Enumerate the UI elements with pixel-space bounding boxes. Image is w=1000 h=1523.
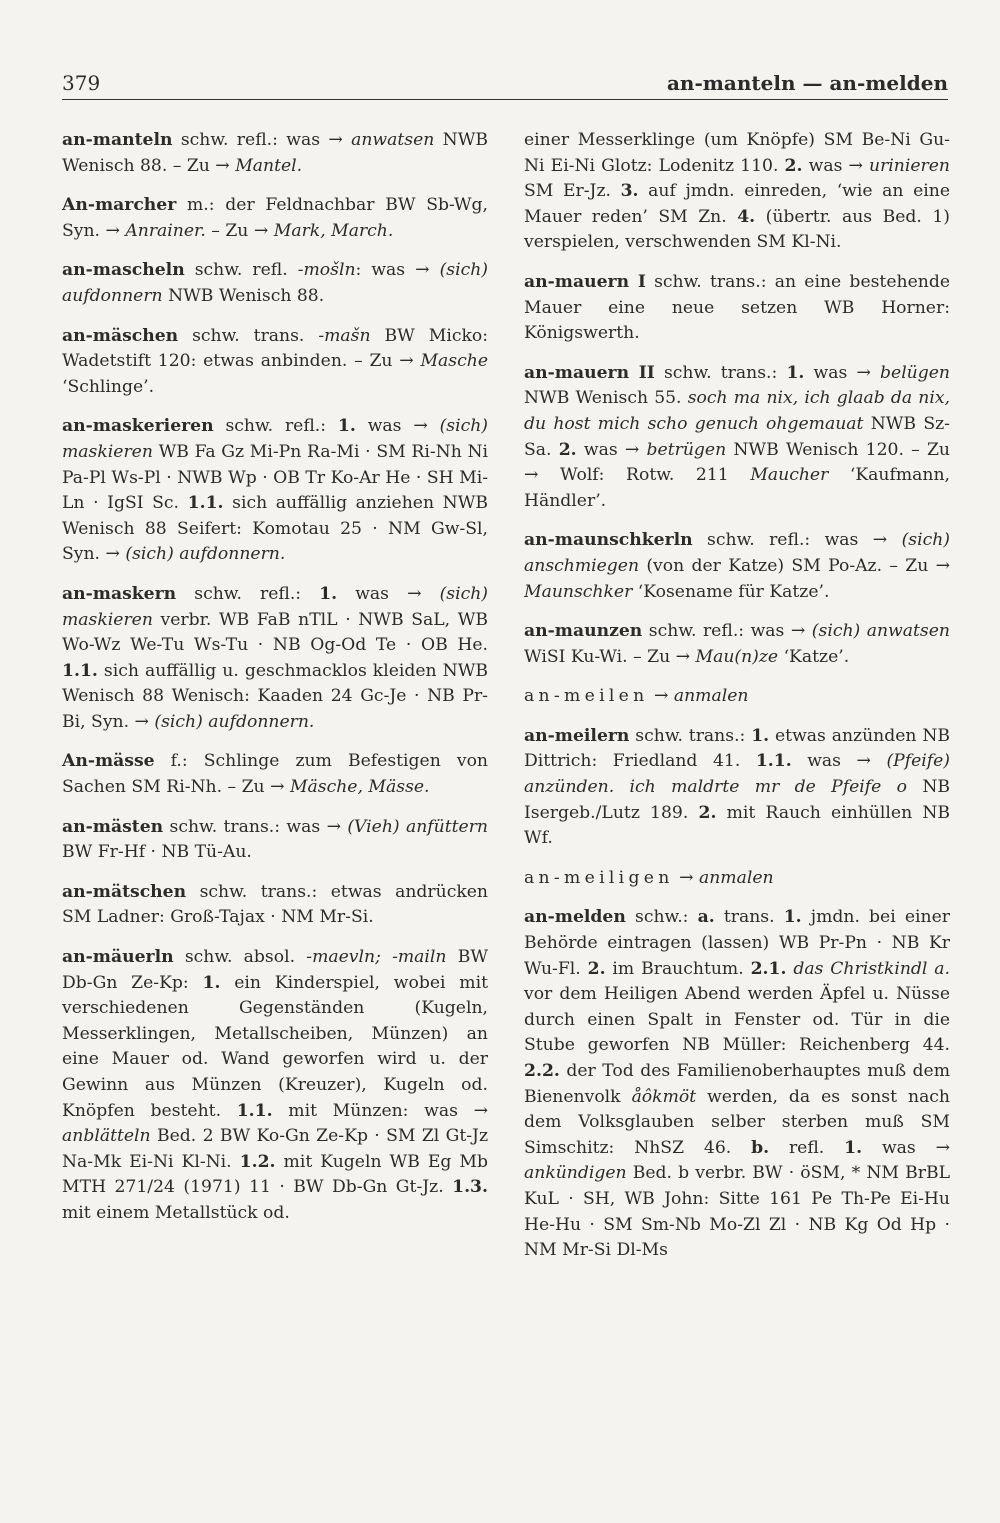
entry-text: mit Rauch einhüllen NB Wf. <box>524 802 950 849</box>
entry-text: mit Münzen: was → <box>272 1100 488 1121</box>
dictionary-entry <box>524 724 950 852</box>
running-header <box>62 70 948 100</box>
entry-text: im Brauchtum. <box>605 958 751 979</box>
entry-text: refl. <box>769 1137 845 1158</box>
headword: an-mätschen <box>62 881 187 902</box>
headword: an-maunzen <box>524 621 643 642</box>
page-number: 379 <box>62 71 101 95</box>
italic-text: das Christkindl a. <box>793 958 950 979</box>
italic-text: (sich) maskieren <box>62 416 488 462</box>
italic-text: (sich) aufdonnern <box>62 260 488 306</box>
sense-number: 2. <box>698 802 717 823</box>
italic-text: (sich) anschmiegen <box>524 530 950 576</box>
entry-text: ‘Katze’. <box>778 646 850 667</box>
headword: an-mauern I <box>524 271 646 292</box>
dictionary-entry <box>62 582 488 736</box>
sense-number: 1. <box>844 1137 863 1158</box>
dictionary-entry <box>62 258 488 309</box>
entry-text: einer Messerklinge (um Knöpfe) SM Be-Ni Gu-Ni Ei-Ni Glotz: Lodenitz 110. <box>524 130 950 176</box>
entry-text: BW Fr-Hf · NB Tü-Au. <box>62 842 252 863</box>
entry-text: schw. refl.: was → <box>172 130 352 150</box>
sense-number: b. <box>751 1137 770 1158</box>
italic-text: (sich) aufdonnern. <box>154 711 315 732</box>
dictionary-entry <box>524 905 950 1263</box>
sense-number: 4. <box>737 206 756 227</box>
headword: an-maskern <box>62 583 177 604</box>
entry-text: etwas anzünden NB Dittrich: Friedland 41. <box>524 725 950 772</box>
entry-text: was → <box>355 416 440 437</box>
headword: an-melden <box>524 907 626 928</box>
entry-text: NWB Sz-Sa. <box>524 413 950 460</box>
italic-text: Masche <box>420 351 488 372</box>
sense-number: 1.2. <box>239 1151 276 1172</box>
italic-text: Mau(n)ze <box>695 646 779 667</box>
running-title: an-manteln — an-melden <box>666 71 948 95</box>
sense-number: 1. <box>786 362 805 383</box>
italic-text: anmalen <box>698 867 774 888</box>
entry-text: auf jmdn. einreden, ‘wie an eine Mauer reden’ SM Zn. <box>524 181 950 227</box>
entry-text: → <box>673 867 699 888</box>
entry-text: was → <box>862 1137 950 1158</box>
entry-text: ‘Schlinge’. <box>62 376 155 397</box>
left-column <box>62 128 488 1241</box>
sense-number: 1.1. <box>62 660 98 681</box>
italic-text: -mošln <box>297 260 356 281</box>
entry-text: NB Isergeb./Lutz 189. <box>524 777 950 823</box>
cross-ref-headword: an-meilen <box>524 686 649 707</box>
entry-text: schw. refl.: was → <box>692 530 902 551</box>
entry-text: → <box>648 686 674 707</box>
italic-text: belügen <box>880 362 950 383</box>
sense-number: 1. <box>319 583 338 604</box>
entry-text: trans. <box>714 907 784 928</box>
entry-text: ein Kinderspiel, wobei mit verschiedenen Gegenständen (Kugeln, Messerklingen, Metallscheiben, Münzen) an eine Mauer od. Wand geworfen wird u. der Gewinn aus Münzen (Kreuzer), Kugeln od. Knöpfen besteht. <box>62 972 489 1121</box>
italic-text: Anrainer. <box>125 220 206 241</box>
entry-text: sich auffällig u. geschmacklos kleiden NWB Wenisch 88 Wenisch: Kaaden 24 Gc-Je · NB Pr-Bi, Syn. → <box>62 660 488 732</box>
sense-number: 1.1. <box>187 493 224 514</box>
italic-text: -maevln; -mailn <box>306 947 447 968</box>
entry-text: f.: Schlinge zum Befestigen von Sachen SM Ri-Nh. – Zu → <box>62 751 488 798</box>
dictionary-entry <box>62 749 488 800</box>
entry-text: der Tod des Familienoberhauptes muß dem Bienenvolk <box>524 1061 950 1107</box>
dictionary-entry <box>62 128 488 179</box>
entry-text: was → <box>804 362 881 383</box>
right-column <box>524 128 950 1278</box>
entry-text: schw. refl.: was → <box>642 621 812 642</box>
italic-text: (sich) maskieren <box>62 583 488 630</box>
italic-text: (sich) anwatsen <box>811 621 950 642</box>
headword: an-manteln <box>62 130 173 150</box>
sense-number: 1.1. <box>236 1100 273 1121</box>
headword: an-mauern II <box>524 362 655 383</box>
headword: an-mäuerln <box>62 947 174 968</box>
sense-number: 1. <box>783 907 802 928</box>
dictionary-entry <box>62 945 488 1227</box>
sense-number: 1. <box>337 416 356 437</box>
entry-text: WB Fa Gz Mi-Pn Ra-Mi · SM Ri-Nh Ni Pa-Pl Ws-Pl · NWB Wp · OB Tr Ko-Ar He · SH Mi-Ln · IgSI Sc. <box>62 441 488 514</box>
entry-text: NWB Wenisch 88. – Zu → <box>62 130 488 176</box>
dictionary-entry <box>524 361 950 515</box>
italic-text: anmalen <box>673 686 749 707</box>
dictionary-entry <box>524 619 950 670</box>
entry-text: (übertr. aus Bed. 1) verspielen, verschwenden SM Kl-Ni. <box>524 206 950 253</box>
entry-text: Bed. b verbr. BW · öSM, * NM BrBL KuL · SH, WB John: Sitte 161 Pe Th-Pe Ei-Hu He-Hu · SM Sm-Nb Mo-Zl Zl · NB Kg Od Hp · NM Mr-Si Dl-Ms <box>524 1163 950 1261</box>
headword: an-maskerieren <box>62 416 214 437</box>
entry-text: ‘Kaufmann, Händler’. <box>524 465 951 511</box>
italic-text: (Pfeife) anzünden. ich maldrte mr de Pfeife o <box>524 751 950 798</box>
headword: an-mäschen <box>62 325 179 346</box>
entry-text: schw. refl.: <box>213 416 338 437</box>
entry-text: ‘Kosename für Katze’. <box>632 581 830 602</box>
entry-text: mit einem Metallstück od. <box>62 1202 290 1223</box>
sense-number: 2. <box>784 155 803 176</box>
entry-text: schw. refl.: <box>176 583 320 604</box>
italic-text: -mašn <box>318 325 371 346</box>
entry-text: schw. trans.: an eine bestehende Mauer eine neue setzen WB Horner: Königswerth. <box>524 271 950 344</box>
entry-text: jmdn. bei einer Behörde eintragen (lassen) WB Pr-Pn · NB Kr Wu-Fl. <box>524 907 950 979</box>
entry-text: SM Er-Jz. <box>524 181 621 202</box>
dictionary-entry <box>524 128 950 256</box>
entry-text: schw. trans. <box>178 325 319 346</box>
entry-text: NWB Wenisch 120. – Zu → Wolf: Rotw. 211 <box>524 439 951 486</box>
italic-text: soch ma nix, ich glaab da nix, du host mich scho genuch ohgemauat <box>524 388 951 434</box>
entry-text: was → <box>337 583 440 604</box>
headword: An-mässe <box>62 751 155 772</box>
entry-text: BW Db-Gn Ze-Kp: <box>62 947 488 993</box>
italic-text: åôkmöt <box>631 1086 697 1107</box>
entry-text: – Zu → <box>205 220 274 241</box>
italic-text: anwatsen <box>351 130 435 150</box>
sense-number: 2. <box>558 439 577 460</box>
italic-text: anblätteln <box>62 1126 151 1147</box>
entry-text: was → <box>576 439 647 460</box>
dictionary-entry <box>62 414 488 568</box>
italic-text: Mäsche, Mässe. <box>289 777 430 798</box>
entry-text: schw. trans.: <box>654 362 787 383</box>
entry-text: (von der Katze) SM Po-Az. – Zu → <box>639 555 950 576</box>
sense-number: 3. <box>620 181 639 202</box>
sense-number: 1. <box>202 972 221 993</box>
entry-text: schw.: <box>625 907 698 928</box>
sense-number: 1.3. <box>452 1177 488 1198</box>
italic-text: Mantel. <box>235 155 303 176</box>
sense-number: 1. <box>751 725 770 746</box>
dictionary-entry <box>524 270 950 347</box>
entry-text: schw. trans.: etwas andrücken SM Ladner: Groß-Tajax · NM Mr-Si. <box>62 881 488 928</box>
italic-text: (Vieh) anfüttern <box>347 816 488 837</box>
entry-text: NWB Wenisch 55. <box>524 388 688 409</box>
headword: an-maunschkerln <box>524 530 693 551</box>
entry-text: schw. trans.: <box>629 725 752 746</box>
headword: an-mästen <box>62 816 164 837</box>
italic-text: Maunschker <box>524 581 633 602</box>
entry-text: NWB Wenisch 88. <box>162 285 325 306</box>
headword: An-marcher <box>62 195 177 216</box>
entry-text: WiSI Ku-Wi. – Zu → <box>524 646 696 667</box>
entry-text: schw. refl. <box>184 260 298 281</box>
headword: an-meilern <box>524 725 630 746</box>
italic-text: betrügen <box>646 439 727 460</box>
sense-number: 2.1. <box>750 958 787 979</box>
entry-text: was → <box>802 155 870 176</box>
italic-text: Maucher <box>750 465 829 486</box>
dictionary-entry <box>62 815 488 866</box>
sense-number: 2.2. <box>524 1061 560 1081</box>
dictionary-entry <box>524 866 950 892</box>
entry-text: sich auffällig anziehen NWB Wenisch 88 Seifert: Komotau 25 · NM Gw-Sl, Syn. → <box>62 493 488 565</box>
entry-text: schw. trans.: was → <box>163 816 348 837</box>
italic-text: urinieren <box>869 155 950 176</box>
headword: an-mascheln <box>62 260 185 281</box>
entry-text: verbr. WB FaB nTlL · NWB SaL, WB Wo-Wz We-Tu Ws-Tu · NB Og-Od Te · OB He. <box>62 609 488 656</box>
entry-text: Bed. 2 BW Ko-Gn Ze-Kp · SM Zl Gt-Jz Na-Mk Ei-Ni Kl-Ni. <box>62 1126 488 1172</box>
dictionary-entry <box>62 324 488 401</box>
entry-text: vor dem Heiligen Abend werden Äpfel u. Nüsse durch einen Spalt in Fenster od. Tür in die Stube geworfen NB Müller: Reichenberg 44. <box>524 984 950 1056</box>
dictionary-entry <box>62 880 488 931</box>
entry-text: schw. absol. <box>173 947 307 968</box>
italic-text: (sich) aufdonnern. <box>125 544 286 565</box>
sense-number: a. <box>697 907 715 928</box>
entry-text: BW Micko: Wadetstift 120: etwas anbinden. – Zu → <box>62 325 489 372</box>
dictionary-entry <box>524 528 950 605</box>
italic-text: Mark, March. <box>273 220 394 241</box>
sense-number: 2. <box>587 958 606 979</box>
entry-text: werden, da es sonst nach dem Volksglauben selber sterben muß SM Simschitz: NhSZ 46. <box>524 1086 951 1158</box>
entry-text: m.: der Feldnachbar BW Sb-Wg, Syn. → <box>62 195 488 241</box>
entry-text: : was → <box>355 260 440 281</box>
cross-ref-headword: an-meiligen <box>524 867 674 888</box>
italic-text: ankündigen <box>524 1163 627 1184</box>
dictionary-entry <box>524 684 950 710</box>
sense-number: 1.1. <box>755 751 792 772</box>
entry-text: was → <box>791 751 887 772</box>
dictionary-entry <box>62 193 488 244</box>
entry-text: mit Kugeln WB Eg Mb MTH 271/24 (1971) 11 · BW Db-Gn Gt-Jz. <box>62 1151 488 1198</box>
